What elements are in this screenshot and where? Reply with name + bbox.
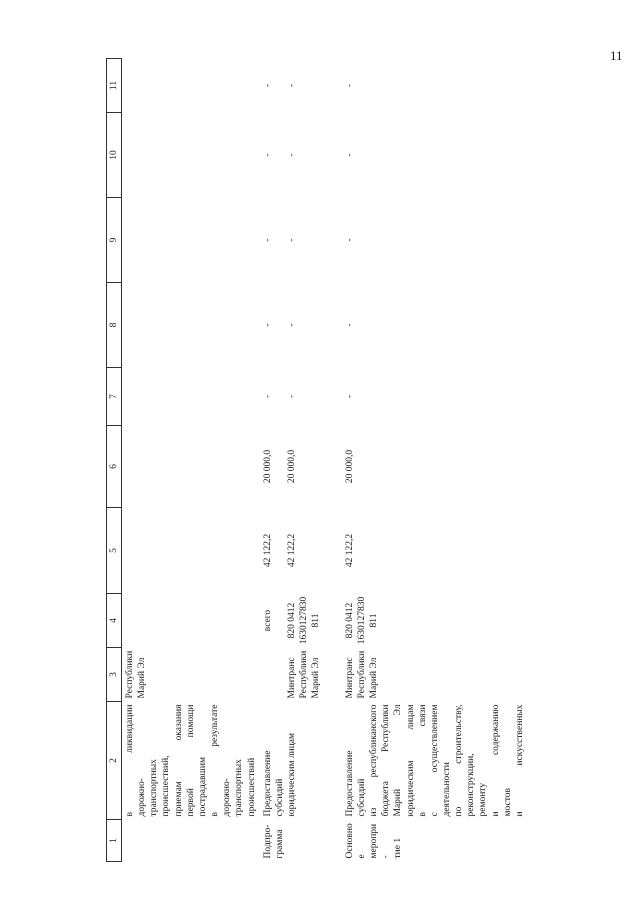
cell-value-5: 42 122,2 42 122,2 [262,533,298,568]
cell-description: Предоставление субсидий юридическим лицам [262,732,298,817]
col-header-9: 9 [107,198,122,283]
cell-value-11 [122,59,260,113]
cell-executor: Минтранс Республики Марий Эл [287,650,322,699]
col-header-11: 11 [107,59,122,113]
cell-description: Предоставление субсидий из республиканского бюджета Республики Марий Эл юридическим лицам в связи с осуществлением деятельности по строительству, реконструкции, ремонту и содержанию мостов и искусственных [344,704,525,817]
cell-budget-code [122,594,260,648]
cell-value-6 [122,426,260,508]
cell-budget-code: всего 820 0412 1630127830 811 [262,596,322,645]
cell-value-10: - - [262,153,298,157]
cell-status: Основное меропри- тие 1 [344,823,404,859]
cell-status [122,820,260,862]
table-row [342,59,528,862]
col-header-7: 7 [107,368,122,426]
cell-value-8: - [344,323,355,327]
column-number-row [107,59,122,862]
col-header-1: 1 [107,820,122,862]
table-row [122,59,260,862]
col-header-2: 2 [107,702,122,820]
col-header-8: 8 [107,283,122,368]
col-header-10: 10 [107,113,122,198]
cell-value-10: - [344,153,355,157]
cell-value-8: - - [262,323,298,327]
cell-value-5 [122,508,260,594]
cell-value-6: 20 000,0 20 000,0 [262,449,298,484]
cell-budget-code: 820 0412 1630127830 811 [344,596,380,645]
cell-value-6: 20 000,0 [344,449,355,484]
cell-value-7: - - [262,394,298,399]
budget-table [106,58,528,862]
col-header-6: 6 [107,426,122,508]
cell-value-11: - [344,83,355,88]
cell-executor: Минтранс Республики Марий Эл [344,650,380,699]
cell-value-10 [122,113,260,198]
cell-status: Подпро- грамма [262,824,285,859]
cell-value-8 [122,283,260,368]
cell-value-9: - [344,238,355,242]
col-header-5: 5 [107,508,122,594]
cell-value-7: - [344,394,355,399]
cell-value-11: - - [262,83,298,88]
col-header-4: 4 [107,594,122,648]
cell-value-9: - - [262,238,298,242]
page-number: 11 [610,48,623,63]
cell-executor: Республики Марий Эл [125,650,148,699]
rotated-table-container [106,59,619,862]
cell-description: в ликвидации дорожно- транспортных происшествий, приемам оказания первой помощи пострадавшим в результате дорожно- транспортных происшествий [125,704,257,817]
cell-value-5: 42 122,2 [344,533,355,568]
cell-value-9 [122,198,260,283]
cell-value-7 [122,368,260,426]
col-header-3: 3 [107,648,122,702]
table-row [260,59,342,862]
